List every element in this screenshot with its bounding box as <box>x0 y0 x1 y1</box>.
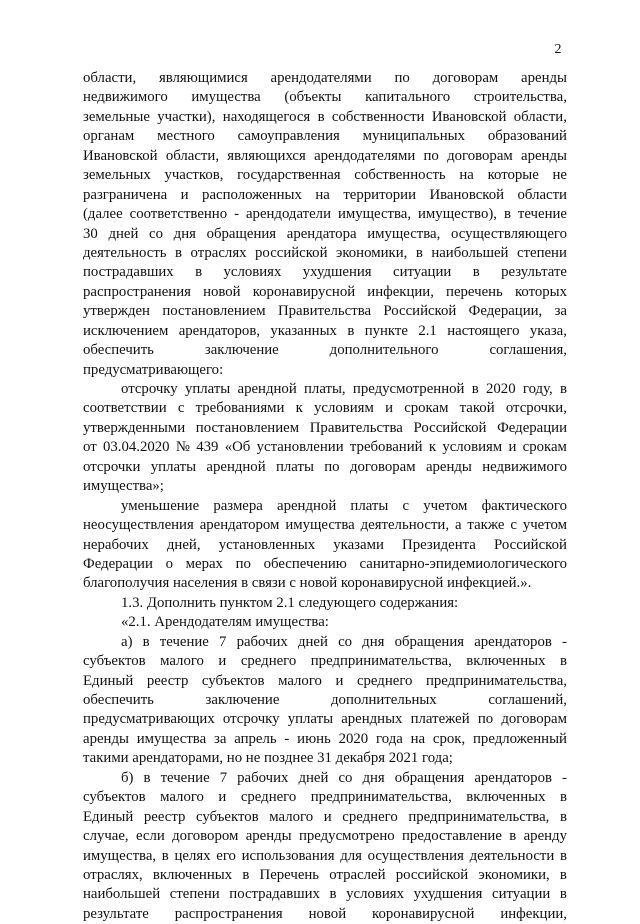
text-line: деятельность в отраслях российской экономики, в наибольшей степени <box>83 244 567 261</box>
text-line: нерабочих дней, установленных указами Президента Российской <box>83 536 567 553</box>
text-line: имущества, в целях его использования для осуществления деятельности в <box>83 847 567 864</box>
text-line: благополучия населения в связи с новой коронавирусной инфекцией.». <box>83 575 532 592</box>
text-line: а) в течение 7 рабочих дней со дня обращения арендаторов - <box>121 633 567 650</box>
text-line: предусматривающего: <box>83 361 224 378</box>
text-line: Единый реестр субъектов малого и среднего предпринимательства, <box>83 672 567 689</box>
text-line: разграничена и расположенных на территории Ивановской области <box>83 186 567 203</box>
text-line: земельные участки), находящегося в собственности Ивановской области, <box>83 108 567 125</box>
text-line: «2.1. Арендодателям имущества: <box>121 614 329 631</box>
text-line: такими арендаторами, но не позднее 31 декабря 2021 года; <box>83 750 453 767</box>
text-line: отсрочку уплаты арендной платы, предусмотренной в 2020 году, в <box>121 381 567 397</box>
text-line: от 03.04.2020 № 439 «Об установлении требований к условиям и срокам <box>83 439 567 456</box>
text-line: обеспечить заключение дополнительных соглашений, <box>83 692 567 708</box>
text-line: утвержден постановлением Правительства Российской Федерации, за <box>83 303 567 320</box>
page-number: 2 <box>554 42 562 57</box>
text-line: 1.3. Дополнить пунктом 2.1 следующего содержания: <box>121 594 459 611</box>
text-line: Ивановской области, являющихся арендодателями по договорам аренды <box>83 147 567 164</box>
text-line: предусматривающих отсрочку уплаты арендных платежей по договорам <box>83 711 567 728</box>
text-line: аренды имущества за апрель - июнь 2020 года на срок, предложенный <box>83 730 567 747</box>
text-line: результате распространения новой коронавирусной инфекции, <box>83 905 567 922</box>
text-line: б) в течение 7 рабочих дней со дня обращения арендаторов - <box>121 769 567 786</box>
text-line: утвержденными постановлением Правительства Российской Федерации <box>83 419 567 436</box>
text-line: недвижимого имущества (объекты капитального строительства, <box>83 89 567 106</box>
text-line: пострадавших в условиях ухудшения ситуации в результате <box>83 264 567 281</box>
text-line: соответствии с требованиями к условиям и срокам такой отсрочки, <box>83 400 567 417</box>
text-line: случае, если договором аренды предусмотрено предоставление в аренду <box>83 828 567 845</box>
text-line: (далее соответственно - арендодатели имущества, имущество), в течение <box>83 206 567 223</box>
text-line: Федерации о мерах по обеспечению санитарно-эпидемиологического <box>83 555 567 572</box>
text-line: наибольшей степени пострадавших в условиях ухудшения ситуации в <box>83 886 567 903</box>
text-line: субъектов малого и среднего предпринимательства, включенных в <box>83 789 567 806</box>
text-line: распространения новой коронавирусной инфекции, перечень которых <box>83 283 567 300</box>
text-line: 30 дней со дня обращения арендатора имущества, осуществляющего <box>83 225 567 242</box>
text-line: имущества»; <box>83 478 164 495</box>
text-line: земельных участков, государственная собственность на которые не <box>83 167 567 184</box>
text-line: субъектов малого и среднего предпринимательства, включенных в <box>83 653 567 670</box>
text-line: обеспечить заключение дополнительного соглашения, <box>83 342 567 359</box>
text-line: неосуществления арендатором имущества деятельности, а также с учетом <box>83 517 567 534</box>
text-line: органам местного самоуправления муниципальных образований <box>83 128 567 145</box>
text-line: уменьшение размера арендной платы с учетом фактического <box>121 497 567 514</box>
document-body <box>83 69 567 924</box>
text-line: отсрочки уплаты арендной платы по договорам аренды недвижимого <box>83 458 567 475</box>
text-line: Единый реестр субъектов малого и среднего предпринимательства, в <box>83 808 567 825</box>
text-line: исключением арендаторов, указанных в пункте 2.1 настоящего указа, <box>83 322 567 339</box>
text-line: области, являющимися арендодателями по договорам аренды <box>83 70 567 86</box>
text-line: отраслях, включенных в Перечень отраслей российской экономики, в <box>83 866 567 883</box>
